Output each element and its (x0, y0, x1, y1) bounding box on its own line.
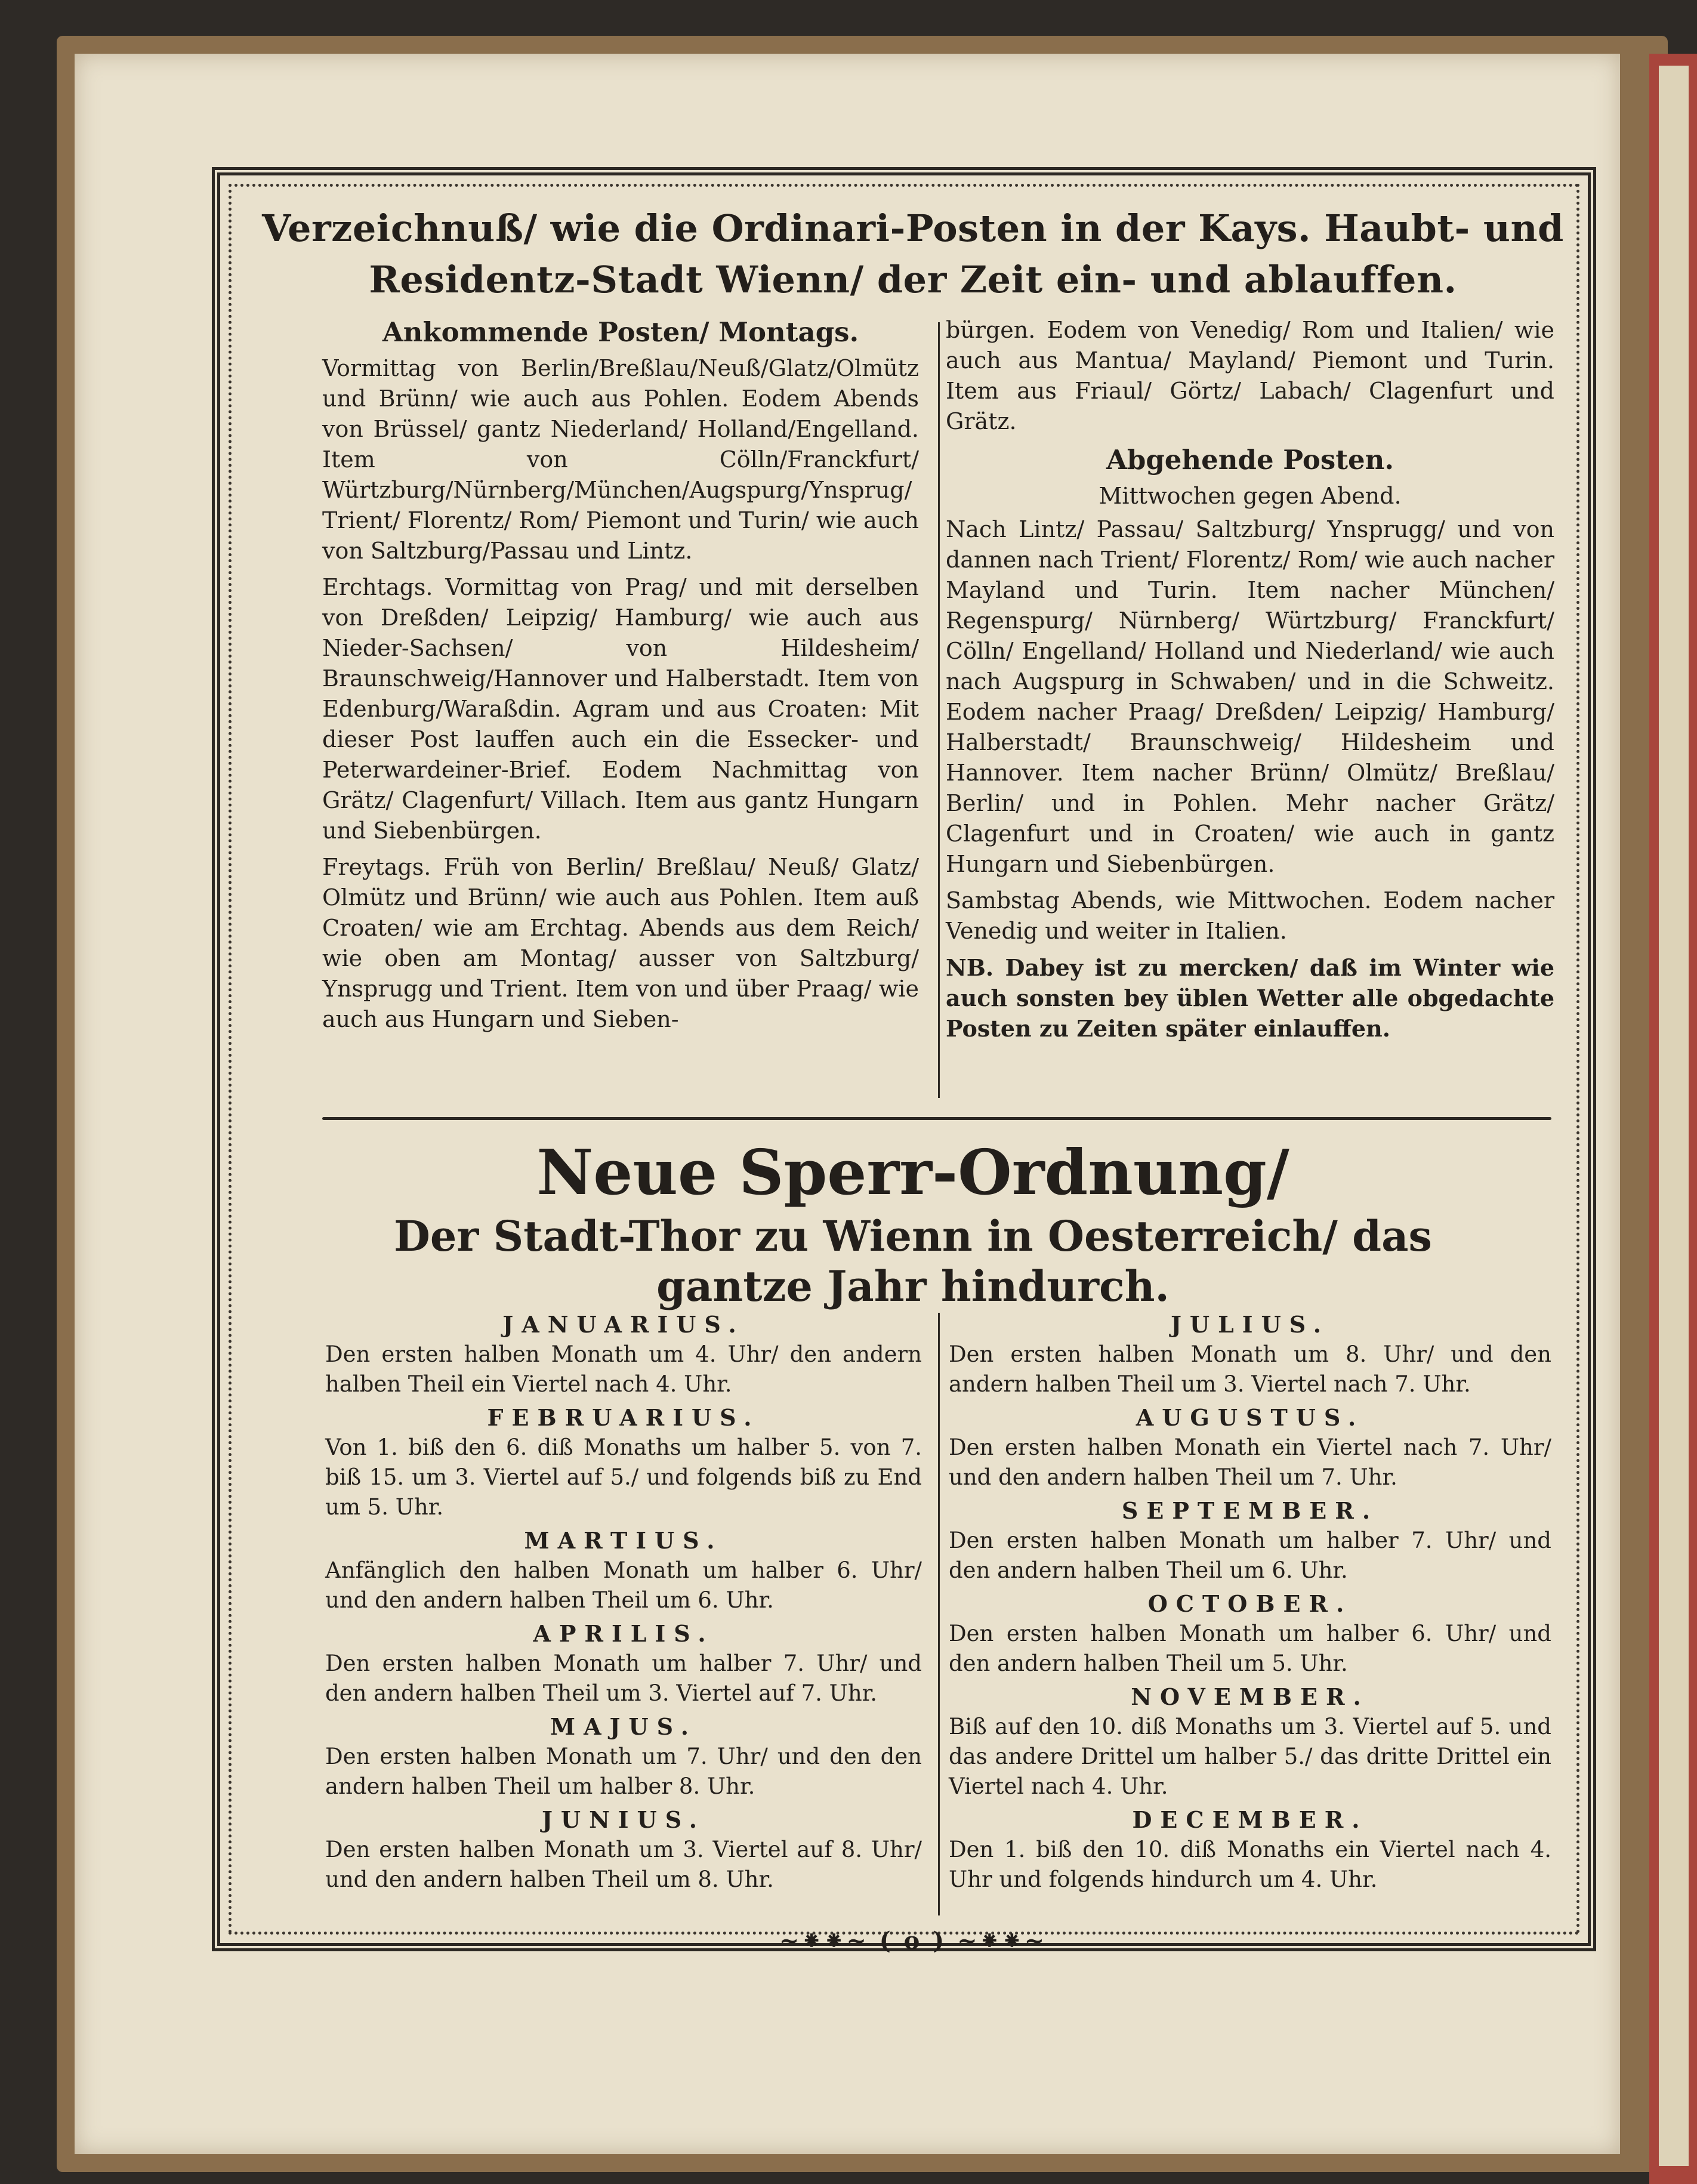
month-text: Den ersten halben Monath um 7. Uhr/ und den den andern halben Theil um halber 8. Uhr. (325, 1744, 922, 1799)
month-name: MAJUS. (550, 1713, 697, 1740)
month-name: APRILIS. (533, 1620, 714, 1647)
month-name: SEPTEMBER. (1121, 1497, 1379, 1524)
departing-subheading: Mittwochen gegen Abend. (1099, 483, 1402, 509)
folio-ornament (251, 1926, 1575, 1956)
departing-heading: Abgehende Posten. (1106, 444, 1394, 476)
month-name: DECEMBER. (1132, 1806, 1368, 1833)
month-text: Den ersten halben Monath um halber 7. Uhr/ und den andern halben Theil um 3. Viertel auf 7. Uhr. (325, 1651, 922, 1706)
months-right-column (949, 1310, 1551, 1898)
month-text: Den ersten halben Monath um halber 7. Uhr/ und den andern halben Theil um 6. Uhr. (949, 1528, 1551, 1583)
section-divider (322, 1117, 1551, 1120)
departing-wednesday: Nach Lintz/ Passau/ Saltzburg/ Ynsprugg/ und von dannen nach Trient/ Florentz/ Rom/ wie auch nacher Mayland und Turin. Item nacher München/ Regenspurg/ Nürnberg/ Würtzburg/ Franckfurt/ Cölln/ Engelland/ Holland und Niederland/ wie auch nach Augspurg in Schwaben/ und in die Schweitz. Eodem nacher Praag/ Dreßden/ Leipzig/ Hamburg/ Halberstadt/ Braunschweig/ Hildesheim und Hannover. Item nacher Brünn/ Olmütz/ Breßlau/ Berlin/ und in Pohlen. Mehr nacher Grätz/ Clagenfurt und in Croaten/ wie auch in gantz Hungarn und Siebenbürgen. (946, 516, 1554, 877)
ornament-left-icon: ~⁕⁕~ (779, 1927, 880, 1955)
month-text: Den 1. biß den 10. diß Monaths ein Viertel nach 4. Uhr und folgends hindurch um 4. Uhr. (949, 1837, 1551, 1892)
month-name: JANUARIUS. (502, 1311, 745, 1338)
month-text: Den ersten halben Monath ein Viertel nach 7. Uhr/ und den andern halben Theil um 7. Uhr. (949, 1435, 1551, 1490)
arriving-tuesday: Erchtags. Vormittag von Prag/ und mit derselben von Dreßden/ Leipzig/ Hamburg/ wie auch aus Nieder-Sachsen/ von Hildesheim/ Braunschweig/Hannover und Halberstadt. Item von Edenburg/Waraßdin. Agram und aus Croaten: Mit dieser Post lauffen auch ein die Essecker- und Peterwardeiner-Brief. Eodem Nachmittag von Grätz/ Clagenfurt/ Villach. Item aus gantz Hungarn und Siebenbürgen. (322, 574, 919, 844)
month-text: Biß auf den 10. diß Monaths um 3. Viertel auf 5. und das andere Drittel um halber 5./ das dritte Drittel ein Viertel nach 4. Uhr. (949, 1714, 1551, 1799)
arriving-heading: Ankommende Posten/ Montags. (382, 316, 859, 348)
column-divider-top (938, 322, 940, 1098)
month-text: Von 1. biß den 6. diß Monaths um halber 5. von 7. biß 15. um 3. Viertel auf 5./ und folgends biß zu End um 5. Uhr. (325, 1435, 922, 1520)
departing-column (946, 315, 1554, 1050)
month-text: Den ersten halben Monath um 8. Uhr/ und den andern halben Theil um 3. Viertel nach 7. Uhr. (949, 1341, 1551, 1397)
column-divider-bottom (938, 1313, 940, 1915)
month-name: FEBRUARIUS. (487, 1404, 760, 1431)
month-name: NOVEMBER. (1131, 1683, 1369, 1710)
month-name: OCTOBER. (1147, 1590, 1353, 1617)
month-text: Den ersten halben Monath um halber 6. Uhr/ und den andern halben Theil um 5. Uhr. (949, 1621, 1551, 1676)
sperr-subtitle: Der Stadt-Thor zu Wienn in Oesterreich/ das gantze Jahr hindurch. (394, 1211, 1432, 1311)
arriving-friday: Freytags. Früh von Berlin/ Breßlau/ Neuß/ Glatz/ Olmütz und Brünn/ wie auch aus Pohlen. Item auß Croaten/ wie am Erchtag. Abends aus dem Reich/ wie oben am Montag/ ausser von Saltzburg/ Ynsprugg und Trient. Item von und über Praag/ wie auch aus Hungarn und Sieben- (322, 854, 919, 1032)
departing-saturday: Sambstag Abends, wie Mittwochen. Eodem nacher Venedig und weiter in Italien. (946, 887, 1554, 944)
month-text: Den ersten halben Monath um 3. Viertel auf 8. Uhr/ und den andern halben Theil um 8. Uhr. (325, 1837, 922, 1892)
page-title: Verzeichnuß/ wie die Ordinari-Posten in der Kays. Haubt- und Residentz-Stadt Wienn/ der Zeit ein- und ablauffen. (262, 206, 1564, 301)
month-name: MARTIUS. (524, 1527, 723, 1554)
month-name: JUNIUS. (541, 1806, 706, 1833)
folio-number: ( o ) (879, 1927, 947, 1955)
month-name: JULIUS. (1170, 1311, 1330, 1338)
sperr-title: Neue Sperr-Ordnung/ (536, 1136, 1289, 1209)
months-left-column (325, 1310, 922, 1898)
departing-nota-bene: NB. Dabey ist zu mercken/ daß im Winter wie auch sonsten bey üblen Wetter alle obgedachte Posten zu Zeiten später einlauffen. (946, 954, 1554, 1042)
arriving-friday-continued: bürgen. Eodem von Venedig/ Rom und Italien/ wie auch aus Mantua/ Mayland/ Piemont und Turin. Item aus Friaul/ Görtz/ Labach/ Clagenfurt und Grätz. (946, 317, 1554, 434)
arriving-monday: Vormittag von Berlin/Breßlau/Neuß/Glatz/Olmütz und Brünn/ wie auch aus Pohlen. Eodem Abends von Brüssel/ gantz Niederland/ Holland/Engelland. Item von Cölln/Franckfurt/ Würtzburg/Nürnberg/München/Augspurg/Ynsprug/ Trient/ Florentz/ Rom/ Piemont und Turin/ wie auch von Saltzburg/Passau und Lintz. (322, 355, 919, 564)
month-name: AUGUSTUS. (1136, 1404, 1365, 1431)
next-page-edge (1659, 66, 1689, 2166)
ornament-right-icon: ~⁕⁕~ (957, 1927, 1047, 1955)
month-text: Den ersten halben Monath um 4. Uhr/ den andern halben Theil ein Viertel nach 4. Uhr. (325, 1341, 922, 1397)
month-text: Anfänglich den halben Monath um halber 6. Uhr/ und den andern halben Theil um 6. Uhr. (325, 1557, 922, 1613)
arriving-column (322, 315, 919, 1041)
